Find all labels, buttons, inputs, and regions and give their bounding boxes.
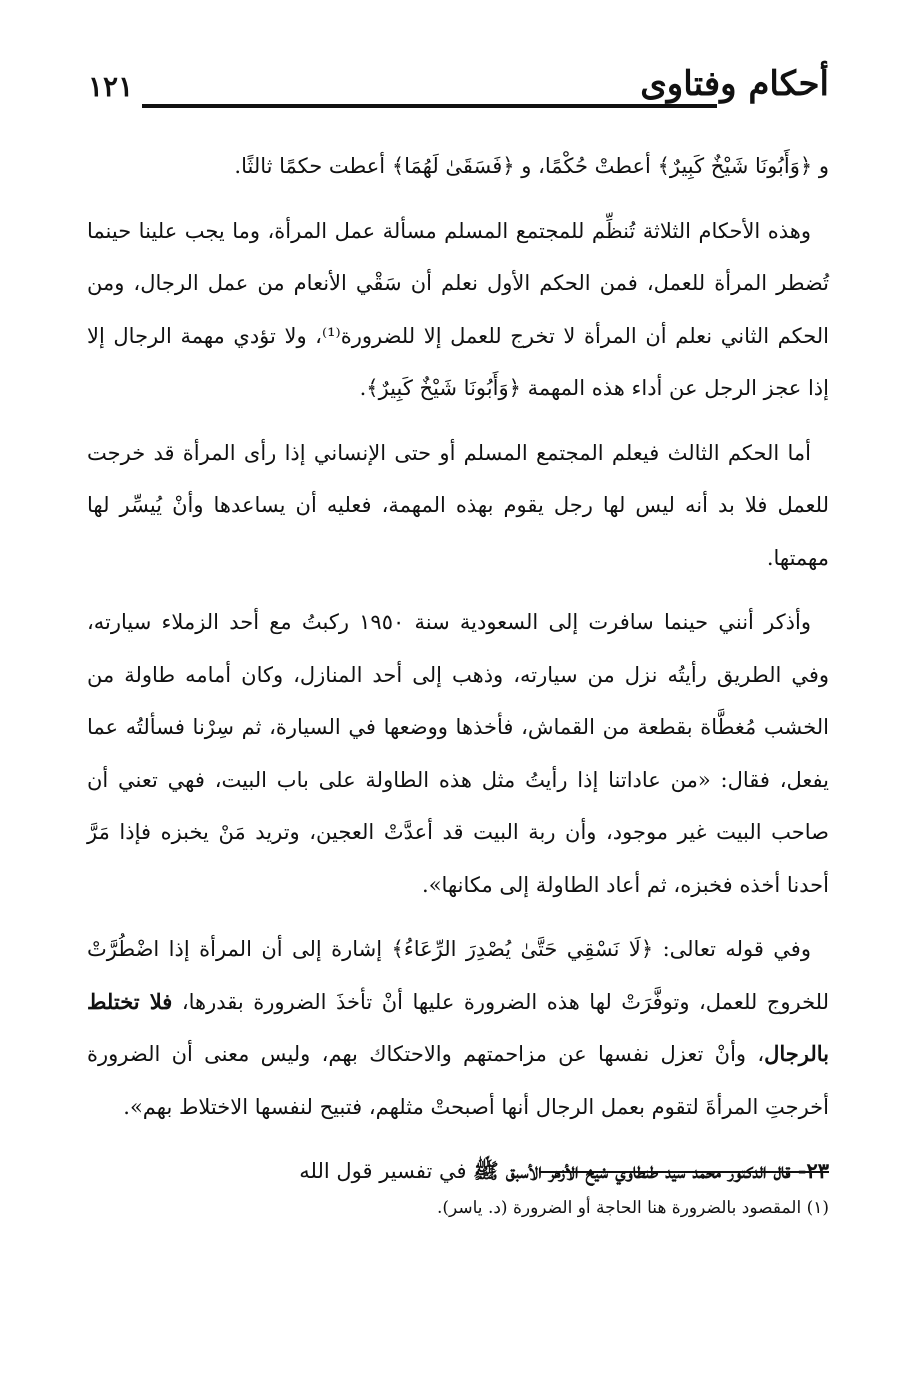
paragraph-5-part-2: ، وأنْ تعزل نفسها عن مزاحمتهم والاحتكاك بهم، وليس معنى أن الضرورة أخرجتِ المرأةَ لتقوم بعمل الرجال أنها أصبحتْ مثلهم، فتبيح لنفسها الاختلاط بهم».	[87, 1042, 829, 1119]
item-23-rest: في تفسير قول الله	[299, 1159, 474, 1183]
paragraph-1: و ﴿وَأَبُونَا شَيْخٌ كَبِيرٌ﴾ أعطتْ حُكْمًا، و ﴿فَسَقَىٰ لَهُمَا﴾ أعطت حكمًا ثالثًا.	[234, 154, 829, 178]
body-text	[87, 140, 829, 1210]
header-rule	[142, 104, 717, 108]
running-title: أحكام وفتاوى	[640, 64, 829, 104]
paragraph-4: وأذكر أنني حينما سافرت إلى السعودية سنة ١٩٥٠ ركبتُ مع أحد الزملاء سيارته، وفي الطريق رأيتُه نزل من سيارته، وذهب إلى أحد المنازل، وكان أمامه طاولة من الخشب مُغطَّاة بقطعة من القماش، فأخذها ووضعها في السيارة، ثم سِرْنا فسألتُه عما يفعل، فقال: «من عاداتنا إذا رأيتُ مثل هذه الطاولة على باب البيت، فهي تعني أن صاحب البيت غير موجود، وأن ربة البيت قد أعدَّتْ العجين، وتريد مَنْ يخبزه فإذا مَرَّ أحدنا أخذه فخبزه، ثم أعاد الطاولة إلى مكانها».	[87, 610, 829, 897]
footnote-rule	[539, 1171, 829, 1173]
paragraph-3: أما الحكم الثالث فيعلم المجتمع المسلم أو حتى الإنساني إذا رأى المرأة قد خرجت للعمل فلا بد أنه ليس لها رجل يقوم بهذه المهمة، فعليه أن يساعدها وأنْ يُيسِّر لها مهمتها.	[87, 440, 829, 570]
paragraph-2: وهذه الأحكام الثلاثة تُنظِّم للمجتمع المسلم مسألة عمل المرأة، وما يجب علينا حينما تُضطر المرأة للعمل، فمن الحكم الأول نعلم أن سَقْي الأنعام من عمل الرجال، ومن الحكم الثاني نعلم أن المرأة لا تخرج للعمل إلا للضرورة⁽¹⁾، ولا تؤدي مهمة الرجال إلا إذا عجز الرجل عن أداء هذه المهمة ﴿وَأَبُونَا شَيْخٌ كَبِيرٌ﴾.	[87, 218, 829, 400]
paragraph-5-bold: فلا تختلط بالرجال	[87, 988, 829, 1066]
item-23-title: ٢٣- قال الدكتور محمد سيد طنطاوي شيخ الأزهر الأسبق ﷺ	[473, 1158, 829, 1183]
footnote: (١) المقصود بالضرورة هنا الحاجة أو الضرورة (د. ياسر).	[436, 1198, 829, 1218]
page-header	[88, 64, 829, 112]
paragraph-5-part-1: وفي قوله تعالى: ﴿لَا نَسْقِي حَتَّىٰ يُصْدِرَ الرِّعَاءُ﴾ إشارة إلى أن المرأة إذا اضْطُرَّتْ للخروج للعمل، وتوفَّرَتْ لها هذه الضرورة عليها أنْ تأخذَ الضرورة بقدرها،	[87, 937, 829, 1014]
paragraph-5	[87, 923, 829, 1133]
page-number: ١٢١	[88, 70, 134, 103]
